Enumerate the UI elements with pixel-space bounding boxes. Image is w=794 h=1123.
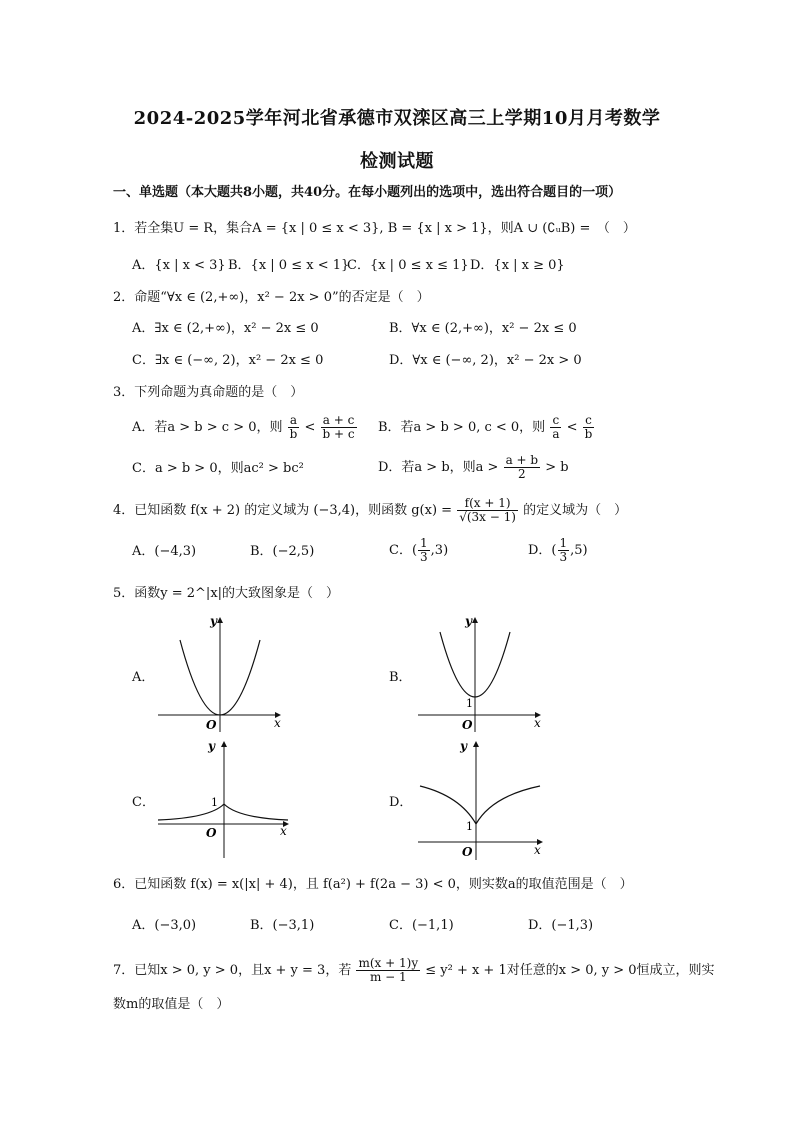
q5-option-d-label: D． — [389, 795, 413, 810]
q4-c-frac-den: 3 — [420, 550, 428, 564]
q5-a-y-label: y — [210, 614, 217, 628]
q5-option-b-label: B． — [389, 670, 412, 685]
q5-c-origin: O — [206, 826, 217, 840]
q7-stem-pre: 7．已知x > 0, y > 0，且x + y = 3，若 — [113, 963, 352, 978]
q3-b-frac1-den: a — [552, 427, 560, 441]
q6-option-c: C．(−1,1) — [389, 918, 454, 933]
q3-a-frac2-num: a + c — [321, 414, 357, 428]
q2-option-a: A．∃x ∈ (2,+∞)，x² − 2x ≤ 0 — [132, 321, 319, 336]
q3-d-frac-den: 2 — [518, 467, 526, 481]
q7-frac-num: m(x + 1)y — [358, 956, 419, 970]
q1-option-c: C．{x | 0 ≤ x ≤ 1} — [347, 258, 469, 273]
q3-b-frac2-num: c — [583, 414, 595, 428]
q3-option-a — [132, 412, 358, 444]
q3-option-d — [378, 452, 569, 484]
q3-a-frac1 — [288, 414, 300, 441]
q4-c-frac-num: 1 — [420, 536, 428, 550]
q4-stem-pre: 4．已知函数 f(x + 2) 的定义域为 (−3,4)，则函数 g(x) = — [113, 503, 453, 518]
q7-frac — [356, 957, 420, 984]
q5-option-a-label: A． — [132, 670, 155, 685]
q1-option-a: A．{x | x < 3} — [132, 258, 226, 273]
q4-option-b: B．(−2,5) — [250, 544, 315, 559]
q6-option-a: A．(−3,0) — [132, 918, 197, 933]
q7-stem — [113, 954, 715, 988]
q5-graph-d — [410, 738, 550, 862]
q6-option-d: D．(−1,3) — [528, 918, 594, 933]
q2-stem: 2．命题“∀x ∈ (2,+∞)，x² − 2x > 0”的否定是（ ） — [113, 290, 430, 305]
q5-b-y-label: y — [465, 614, 472, 628]
title-line-2: 检测试题 — [360, 151, 434, 172]
q3-b-frac1-num: c — [550, 414, 561, 428]
q5-c-curve — [158, 804, 288, 820]
q1-option-d: D．{x | x ≥ 0} — [470, 258, 565, 273]
q4-d-frac-num: 1 — [559, 536, 568, 550]
q1-option-b: B．{x | 0 ≤ x < 1} — [228, 258, 350, 273]
q5-graph-a — [150, 612, 290, 734]
title-line-1: 2024-2025学年河北省承德市双滦区高三上学期10月月考数学 — [133, 108, 661, 129]
q3-a-rel: < — [304, 420, 316, 435]
q4-option-a: A．(−4,3) — [132, 544, 197, 559]
q3-a-frac2 — [321, 414, 357, 441]
q4-option-d — [528, 535, 588, 567]
q3-d-text: D．若a > b，则a > — [378, 460, 499, 475]
q5-a-origin: O — [206, 718, 217, 732]
section-heading: 一、单选题（本大题共8小题，共40分。在每小题列出的选项中，选出符合题目的一项） — [113, 185, 622, 200]
q5-b-origin: O — [462, 718, 473, 732]
q3-b-frac2 — [583, 414, 595, 441]
q2-option-b: B．∀x ∈ (2,+∞)，x² − 2x ≤ 0 — [389, 321, 577, 336]
q4-d-pre: D．( — [528, 543, 557, 558]
q5-d-origin: O — [462, 845, 473, 859]
q3-a-text: A．若a > b > c > 0，则 — [132, 420, 283, 435]
q7-stem-post: ≤ y² + x + 1对任意的x > 0, y > 0恒成立，则实 — [425, 963, 715, 978]
q4-d-post: ,5) — [570, 543, 588, 558]
q5-d-x-label: x — [534, 843, 541, 857]
q4-frac-den: √(3x − 1) — [459, 510, 516, 524]
q5-d-one: 1 — [466, 820, 473, 833]
q3-b-frac1 — [550, 414, 561, 441]
q3-b-frac2-den: b — [584, 427, 593, 441]
q3-d-post: > b — [545, 460, 569, 475]
q4-stem — [113, 495, 627, 527]
q3-a-frac2-den: b + c — [322, 427, 355, 441]
q1-stem: 1．若全集U = R，集合A = {x | 0 ≤ x < 3}, B = {x | x > 1}，则A ∪ (∁ᵤB) = （ ） — [113, 221, 636, 236]
q5-c-x-label: x — [280, 824, 287, 838]
q7-stem-line2: 数m的取值是（ ） — [113, 997, 230, 1012]
q5-b-x-label: x — [534, 716, 541, 730]
q5-c-y-label: y — [208, 739, 215, 753]
q3-option-b — [378, 412, 595, 444]
q4-c-post: ,3) — [430, 543, 449, 558]
q3-option-c: C．a > b > 0，则ac² > bc² — [132, 461, 304, 476]
q5-graph-b — [410, 612, 550, 734]
q4-frac — [457, 497, 518, 524]
q3-a-frac1-den: b — [289, 427, 298, 441]
q3-d-frac-num: a + b — [505, 453, 539, 467]
q4-c-pre: C．( — [389, 543, 418, 558]
q5-graph-c — [150, 738, 290, 860]
q4-c-frac — [418, 537, 430, 564]
q3-b-rel: < — [566, 420, 578, 435]
q3-d-frac — [504, 454, 541, 481]
q4-option-c — [389, 535, 448, 567]
q5-b-one: 1 — [466, 697, 473, 710]
q3-b-text: B．若a > b > 0, c < 0，则 — [378, 420, 546, 435]
q6-stem: 6．已知函数 f(x) = x(|x| + 4)，且 f(a²) + f(2a − 3) < 0，则实数a的取值范围是（ ） — [113, 877, 633, 892]
q4-frac-num: f(x + 1) — [457, 497, 518, 511]
q3-a-frac1-num: a — [288, 414, 300, 428]
q4-stem-post: 的定义域为（ ） — [523, 503, 628, 518]
q5-d-y-label: y — [460, 739, 467, 753]
q5-option-c-label: C． — [132, 795, 155, 810]
q5-c-one: 1 — [211, 796, 218, 809]
q5-a-x-label: x — [274, 716, 281, 730]
q6-option-b: B．(−3,1) — [250, 918, 315, 933]
q4-d-frac — [558, 537, 570, 564]
q4-d-frac-den: 3 — [559, 550, 568, 564]
q5-stem: 5．函数y = 2^|x|的大致图象是（ ） — [113, 586, 340, 601]
q2-option-d: D．∀x ∈ (−∞, 2)，x² − 2x > 0 — [389, 353, 582, 368]
q3-stem: 3．下列命题为真命题的是（ ） — [113, 385, 304, 400]
q7-frac-den: m − 1 — [369, 970, 407, 984]
q5-d-curve — [420, 786, 540, 824]
q2-option-c: C．∃x ∈ (−∞, 2)，x² − 2x ≤ 0 — [132, 353, 324, 368]
